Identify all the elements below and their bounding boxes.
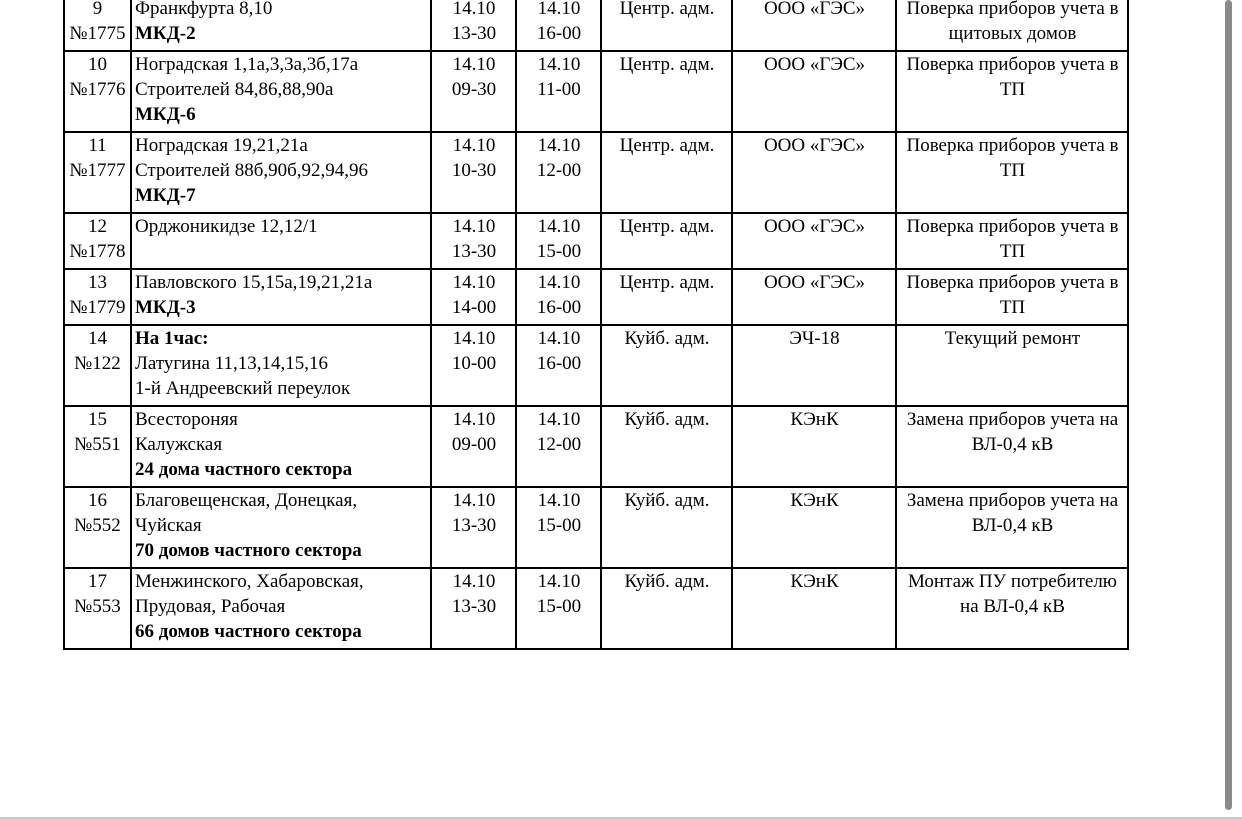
start-date: 14.10 <box>452 272 496 293</box>
row-number: 10 <box>88 54 107 75</box>
start-time: 14-00 <box>451 297 497 318</box>
table-body <box>64 0 1128 649</box>
address-cell <box>131 269 431 325</box>
row-number-cell <box>64 325 131 406</box>
district-cell <box>601 132 732 213</box>
order-number: №1777 <box>69 160 126 181</box>
order-number: №1775 <box>69 23 126 44</box>
district-name: Центр. адм. <box>619 216 715 237</box>
scrollbar-thumb[interactable] <box>1225 0 1232 810</box>
address-line: Павловского 15,15а,19,21,21а <box>135 272 373 293</box>
start-time: 09-30 <box>451 79 497 100</box>
start-time: 13-30 <box>451 515 497 536</box>
district-name: Центр. адм. <box>619 272 715 293</box>
organization-cell <box>732 269 896 325</box>
work-description: Текущий ремонт <box>944 328 1081 349</box>
work-description: Поверка приборов учета в ТП <box>906 216 1119 262</box>
end-time: 15-00 <box>536 596 582 617</box>
organization-cell <box>732 132 896 213</box>
work-description: Поверка приборов учета в ТП <box>906 272 1119 318</box>
organization-cell <box>732 0 896 51</box>
work-cell <box>896 51 1128 132</box>
start-time: 13-30 <box>451 596 497 617</box>
row-number-cell <box>64 0 131 51</box>
start-date: 14.10 <box>452 216 496 237</box>
address-summary: 66 домов частного сектора <box>135 621 362 642</box>
order-number: №553 <box>74 596 121 617</box>
table-row <box>64 568 1128 649</box>
end-cell <box>516 325 601 406</box>
start-date: 14.10 <box>452 135 496 156</box>
address-cell <box>131 406 431 487</box>
address-line: Калужская <box>135 434 223 455</box>
table-row <box>64 132 1128 213</box>
end-date: 14.10 <box>537 54 581 75</box>
end-time: 16-00 <box>536 297 582 318</box>
row-number: 17 <box>88 571 107 592</box>
address-summary: На 1час: <box>135 328 209 349</box>
organization-cell <box>732 325 896 406</box>
table-row <box>64 269 1128 325</box>
start-date: 14.10 <box>452 0 496 19</box>
work-cell <box>896 213 1128 269</box>
organization-cell <box>732 487 896 568</box>
organization-cell <box>732 213 896 269</box>
organization-cell <box>732 406 896 487</box>
work-cell <box>896 325 1128 406</box>
work-description: Замена приборов учета на ВЛ-0,4 кВ <box>906 409 1119 455</box>
start-cell <box>431 568 516 649</box>
start-time: 13-30 <box>451 241 497 262</box>
start-cell <box>431 325 516 406</box>
end-time: 12-00 <box>536 434 582 455</box>
start-date: 14.10 <box>452 328 496 349</box>
address-summary: МКД-2 <box>135 23 196 44</box>
end-time: 16-00 <box>536 23 582 44</box>
start-cell <box>431 132 516 213</box>
end-time: 15-00 <box>536 515 582 536</box>
start-date: 14.10 <box>452 409 496 430</box>
end-date: 14.10 <box>537 490 581 511</box>
district-cell <box>601 213 732 269</box>
row-number: 16 <box>88 490 107 511</box>
address-line: Всестороняя <box>135 409 238 430</box>
start-time: 13-30 <box>451 23 497 44</box>
end-cell <box>516 213 601 269</box>
address-cell <box>131 487 431 568</box>
work-description: Поверка приборов учета в ТП <box>906 135 1119 181</box>
district-name: Куйб. адм. <box>624 490 710 511</box>
work-cell <box>896 568 1128 649</box>
district-name: Куйб. адм. <box>624 409 710 430</box>
address-summary: 24 дома частного сектора <box>135 459 353 480</box>
address-line: Чуйская <box>135 515 202 536</box>
end-cell <box>516 269 601 325</box>
table-row <box>64 487 1128 568</box>
order-number: №1778 <box>69 241 126 262</box>
row-number: 11 <box>88 135 107 156</box>
district-cell <box>601 0 732 51</box>
address-line: Благовещенская, Донецкая, <box>135 490 358 511</box>
address-cell <box>131 568 431 649</box>
end-cell <box>516 132 601 213</box>
end-date: 14.10 <box>537 216 581 237</box>
address-summary: МКД-6 <box>135 104 196 125</box>
district-name: Центр. адм. <box>619 135 715 156</box>
district-name: Куйб. адм. <box>624 328 710 349</box>
end-cell <box>516 487 601 568</box>
organization-cell <box>732 568 896 649</box>
end-date: 14.10 <box>537 0 581 19</box>
end-time: 12-00 <box>536 160 582 181</box>
organization-name: ООО «ГЭС» <box>763 216 866 237</box>
order-number: №122 <box>74 353 121 374</box>
start-cell <box>431 487 516 568</box>
organization-name: ООО «ГЭС» <box>763 135 866 156</box>
work-description: Поверка приборов учета в щитовых домов <box>906 0 1119 44</box>
address-cell <box>131 0 431 51</box>
end-date: 14.10 <box>537 272 581 293</box>
end-time: 16-00 <box>536 353 582 374</box>
table-row <box>64 0 1128 51</box>
start-cell <box>431 269 516 325</box>
end-time: 15-00 <box>536 241 582 262</box>
work-cell <box>896 269 1128 325</box>
order-number: №1776 <box>69 79 126 100</box>
work-description: Поверка приборов учета в ТП <box>906 54 1119 100</box>
row-number-cell <box>64 269 131 325</box>
end-date: 14.10 <box>537 571 581 592</box>
work-description: Монтаж ПУ потребителю на ВЛ-0,4 кВ <box>908 571 1117 617</box>
address-line: Орджоникидзе 12,12/1 <box>135 216 318 237</box>
district-cell <box>601 487 732 568</box>
organization-name: КЭнК <box>790 409 839 430</box>
address-line: Строителей 84,86,88,90а <box>135 79 334 100</box>
start-cell <box>431 51 516 132</box>
organization-cell <box>732 51 896 132</box>
address-line: Франкфурта 8,10 <box>135 0 273 19</box>
address-summary: МКД-3 <box>135 297 196 318</box>
start-time: 09-00 <box>451 434 497 455</box>
row-number: 12 <box>88 216 107 237</box>
order-number: №1779 <box>69 297 126 318</box>
work-cell <box>896 132 1128 213</box>
start-cell <box>431 406 516 487</box>
row-number: 14 <box>88 328 107 349</box>
start-date: 14.10 <box>452 571 496 592</box>
organization-name: ООО «ГЭС» <box>763 272 866 293</box>
address-cell <box>131 325 431 406</box>
table-row <box>64 325 1128 406</box>
district-cell <box>601 406 732 487</box>
end-date: 14.10 <box>537 409 581 430</box>
row-number: 13 <box>88 272 107 293</box>
end-date: 14.10 <box>537 135 581 156</box>
address-line: 1-й Андреевский переулок <box>135 378 351 399</box>
district-name: Центр. адм. <box>619 54 715 75</box>
start-cell <box>431 213 516 269</box>
row-number-cell <box>64 132 131 213</box>
organization-name: КЭнК <box>790 490 839 511</box>
organization-name: ЭЧ-18 <box>789 328 840 349</box>
start-time: 10-30 <box>451 160 497 181</box>
start-cell <box>431 0 516 51</box>
row-number-cell <box>64 51 131 132</box>
district-cell <box>601 269 732 325</box>
work-cell <box>896 406 1128 487</box>
organization-name: ООО «ГЭС» <box>763 54 866 75</box>
work-description: Замена приборов учета на ВЛ-0,4 кВ <box>906 490 1119 536</box>
address-line: Латугина 11,13,14,15,16 <box>135 353 328 374</box>
row-number-cell <box>64 568 131 649</box>
table-row <box>64 213 1128 269</box>
order-number: №551 <box>74 434 121 455</box>
address-cell <box>131 213 431 269</box>
end-time: 11-00 <box>537 79 581 100</box>
district-cell <box>601 568 732 649</box>
end-date: 14.10 <box>537 328 581 349</box>
address-cell <box>131 132 431 213</box>
organization-name: ООО «ГЭС» <box>763 0 866 19</box>
address-summary: МКД-7 <box>135 185 196 206</box>
address-summary: 70 домов частного сектора <box>135 540 362 561</box>
end-cell <box>516 0 601 51</box>
district-name: Куйб. адм. <box>624 571 710 592</box>
order-number: №552 <box>74 515 121 536</box>
start-date: 14.10 <box>452 490 496 511</box>
row-number: 9 <box>92 0 103 19</box>
row-number: 15 <box>88 409 107 430</box>
row-number-cell <box>64 406 131 487</box>
work-cell <box>896 487 1128 568</box>
district-name: Центр. адм. <box>619 0 715 19</box>
address-line: Ноградская 1,1а,3,3а,3б,17а <box>135 54 359 75</box>
address-cell <box>131 51 431 132</box>
table-row <box>64 51 1128 132</box>
work-cell <box>896 0 1128 51</box>
address-line: Менжинского, Хабаровская, <box>135 571 364 592</box>
end-cell <box>516 406 601 487</box>
start-date: 14.10 <box>452 54 496 75</box>
district-cell <box>601 51 732 132</box>
row-number-cell <box>64 213 131 269</box>
organization-name: КЭнК <box>790 571 839 592</box>
end-cell <box>516 51 601 132</box>
address-line: Ноградская 19,21,21а <box>135 135 308 156</box>
district-cell <box>601 325 732 406</box>
outage-schedule-table <box>63 0 1129 650</box>
row-number-cell <box>64 487 131 568</box>
table-row <box>64 406 1128 487</box>
end-cell <box>516 568 601 649</box>
address-line: Прудовая, Рабочая <box>135 596 286 617</box>
address-line: Строителей 88б,90б,92,94,96 <box>135 160 369 181</box>
start-time: 10-00 <box>451 353 497 374</box>
